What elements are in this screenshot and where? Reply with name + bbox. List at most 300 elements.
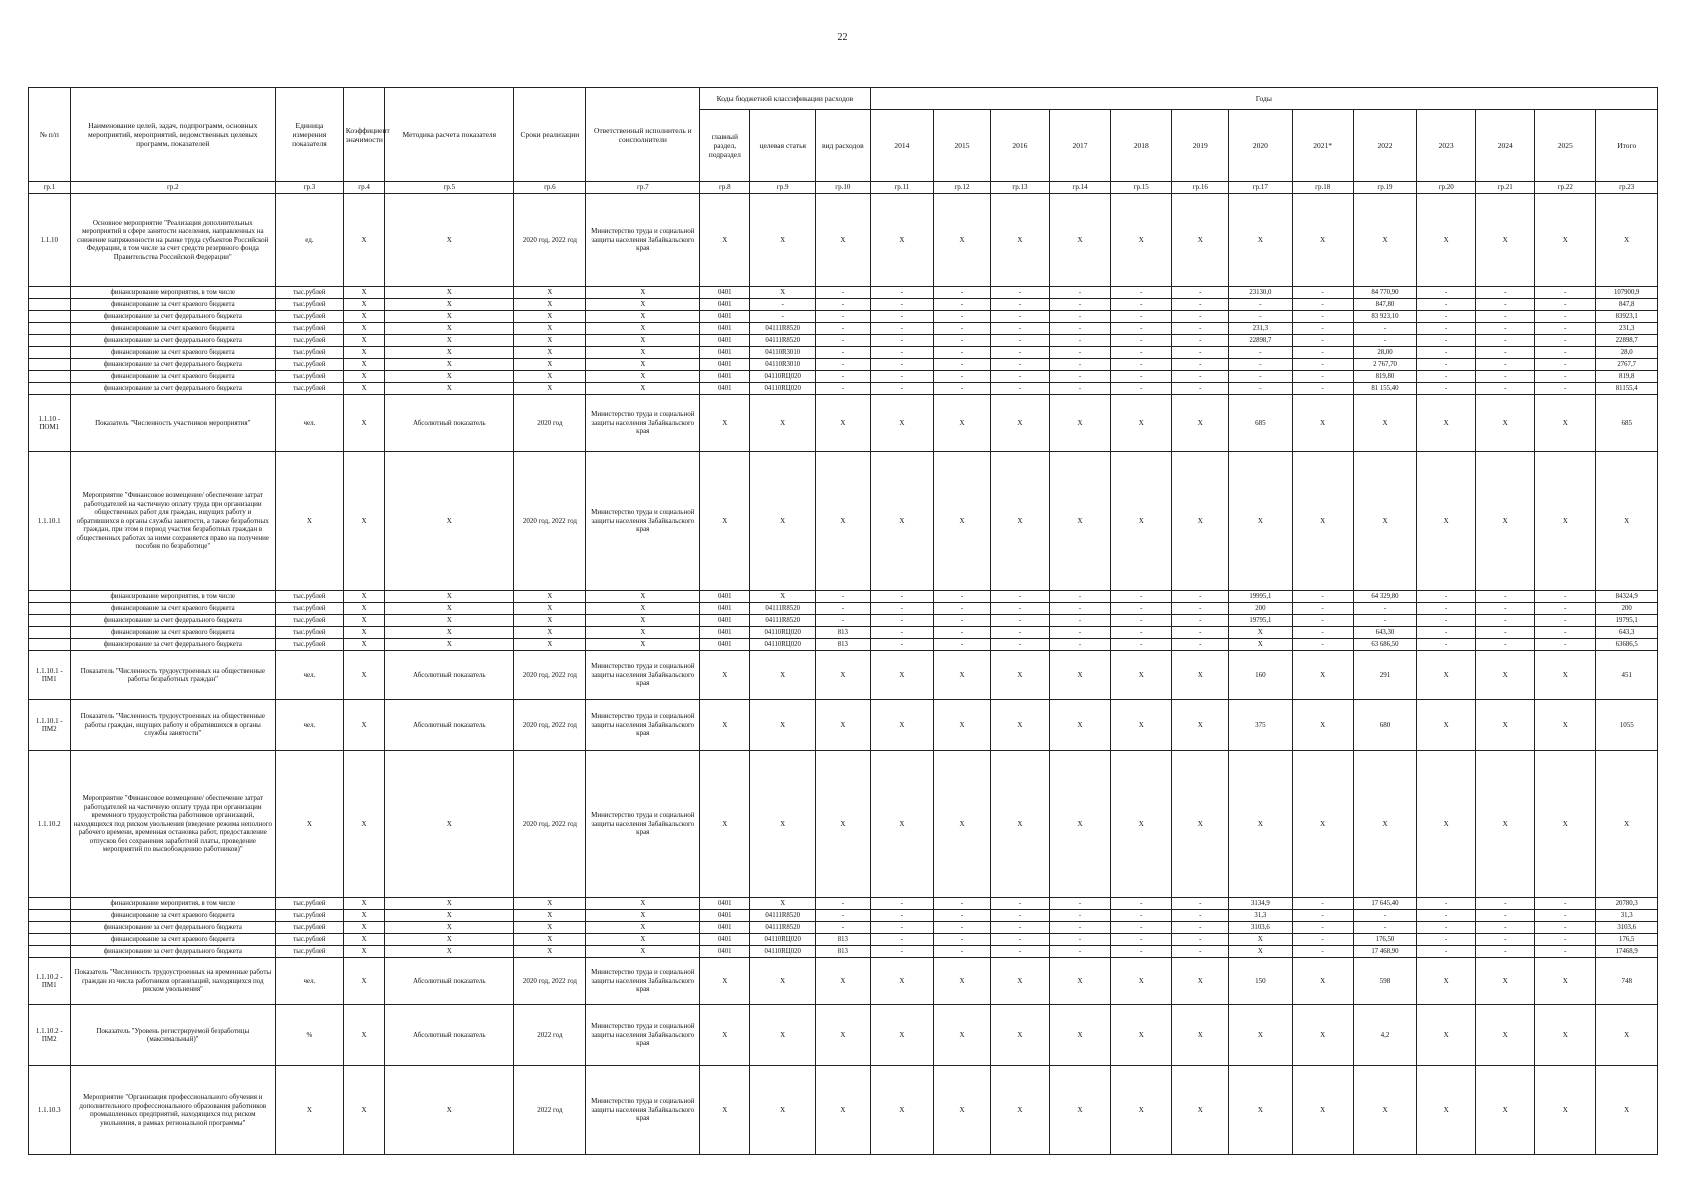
row-cell: тыс.рублей	[276, 299, 344, 311]
row-cell: 17 468,90	[1353, 946, 1416, 958]
row-number	[29, 603, 71, 615]
row-cell: тыс.рублей	[276, 383, 344, 395]
row-cell: -	[990, 946, 1049, 958]
row-cell: 0401	[700, 287, 750, 299]
row-cell: Х	[385, 639, 514, 651]
row-cell: Министерство труда и социальной защиты населения Забайкальского края	[586, 700, 700, 751]
row-cell: -	[1476, 591, 1535, 603]
row-total: 22898,7	[1596, 335, 1658, 347]
row-cell: Министерство труда и социальной защиты населения Забайкальского края	[586, 194, 700, 287]
row-cell: -	[870, 946, 933, 958]
row-total: 17468,9	[1596, 946, 1658, 958]
row-cell: Х	[1353, 452, 1416, 591]
row-cell: -	[934, 359, 991, 371]
row-cell: -	[1111, 603, 1172, 615]
row-cell: 231,3	[1229, 323, 1292, 335]
row-cell: Абсолютный показатель	[385, 651, 514, 700]
row-cell: тыс.рублей	[276, 934, 344, 946]
row-name: финансирование за счет федерального бюджета	[70, 615, 276, 627]
row-cell: -	[816, 615, 871, 627]
row-cell: 2020 год	[514, 395, 586, 452]
row-cell: 598	[1353, 958, 1416, 1005]
column-number: гр.20	[1417, 182, 1476, 194]
row-cell: -	[1476, 299, 1535, 311]
row-cell: -	[870, 934, 933, 946]
header-year: 2019	[1172, 110, 1229, 182]
row-cell: Х	[343, 452, 385, 591]
row-cell: -	[1476, 335, 1535, 347]
row-name: финансирование за счет федерального бюджета	[70, 922, 276, 934]
row-cell: Х	[343, 299, 385, 311]
row-cell: Абсолютный показатель	[385, 395, 514, 452]
row-cell: Х	[700, 395, 750, 452]
row-cell: Х	[1417, 751, 1476, 898]
row-cell: -	[1476, 603, 1535, 615]
row-cell: 63 686,50	[1353, 639, 1416, 651]
row-cell: -	[1476, 922, 1535, 934]
row-cell: 2022 год	[514, 1005, 586, 1066]
row-cell: -	[990, 898, 1049, 910]
row-cell: -	[934, 347, 991, 359]
row-cell: Х	[514, 639, 586, 651]
row-cell: Х	[816, 1005, 871, 1066]
row-cell: 0401	[700, 591, 750, 603]
row-cell: Х	[750, 651, 816, 700]
row-cell: -	[934, 371, 991, 383]
row-cell: Х	[1049, 395, 1110, 452]
row-cell: Х	[700, 1005, 750, 1066]
column-number: гр.12	[934, 182, 991, 194]
row-total: 451	[1596, 651, 1658, 700]
row-cell: Х	[934, 452, 991, 591]
row-number	[29, 371, 71, 383]
row-cell: 813	[816, 627, 871, 639]
column-number: гр.8	[700, 182, 750, 194]
row-cell: 3134,9	[1229, 898, 1292, 910]
row-total: 200	[1596, 603, 1658, 615]
row-cell: -	[1417, 347, 1476, 359]
row-cell: Х	[934, 751, 991, 898]
row-cell: Х	[276, 452, 344, 591]
row-cell: Х	[1111, 751, 1172, 898]
row-cell: -	[1292, 934, 1353, 946]
row-cell: -	[1049, 639, 1110, 651]
row-cell: 0401	[700, 603, 750, 615]
row-cell: Х	[1417, 958, 1476, 1005]
row-cell: -	[934, 639, 991, 651]
row-cell: 04110RЦ020	[750, 639, 816, 651]
row-cell: -	[870, 591, 933, 603]
row-cell: Х	[990, 751, 1049, 898]
row-cell: Х	[514, 922, 586, 934]
row-cell: %	[276, 1005, 344, 1066]
row-cell: Х	[990, 958, 1049, 1005]
row-cell: -	[816, 383, 871, 395]
row-cell: -	[1417, 371, 1476, 383]
row-cell: -	[1292, 359, 1353, 371]
row-name: финансирование за счет краевого бюджета	[70, 371, 276, 383]
row-name: финансирование за счет краевого бюджета	[70, 910, 276, 922]
row-cell: 680	[1353, 700, 1416, 751]
row-cell: -	[1049, 615, 1110, 627]
row-cell: -	[990, 383, 1049, 395]
row-cell: Х	[385, 627, 514, 639]
header-year: 2023	[1417, 110, 1476, 182]
column-number: гр.7	[586, 182, 700, 194]
row-cell: -	[1049, 922, 1110, 934]
row-cell: -	[1417, 359, 1476, 371]
row-cell: -	[816, 323, 871, 335]
header-executor: Ответственный исполнитель и соисполнители	[586, 88, 700, 182]
row-cell: Х	[343, 958, 385, 1005]
row-number	[29, 359, 71, 371]
row-cell: тыс.рублей	[276, 335, 344, 347]
row-cell: Х	[1535, 700, 1596, 751]
row-cell: 0401	[700, 639, 750, 651]
row-cell: 2020 год, 2022 год	[514, 194, 586, 287]
row-cell: Х	[1172, 194, 1229, 287]
row-cell: Х	[1111, 958, 1172, 1005]
column-number: гр.6	[514, 182, 586, 194]
row-cell: 2022 год	[514, 1066, 586, 1155]
row-cell: Х	[586, 639, 700, 651]
row-cell: -	[1476, 347, 1535, 359]
row-cell: Абсолютный показатель	[385, 958, 514, 1005]
header-method: Методика расчета показателя	[385, 88, 514, 182]
row-cell: Х	[343, 194, 385, 287]
row-cell: Х	[1535, 651, 1596, 700]
financing-row	[29, 591, 1658, 603]
header-year: 2024	[1476, 110, 1535, 182]
row-cell: -	[1111, 383, 1172, 395]
row-cell: Х	[343, 910, 385, 922]
header-year: Итого	[1596, 110, 1658, 182]
row-cell: -	[934, 615, 991, 627]
row-cell: тыс.рублей	[276, 359, 344, 371]
header-terms: Сроки реализации	[514, 88, 586, 182]
row-cell: Х	[343, 651, 385, 700]
row-cell: Х	[816, 194, 871, 287]
row-cell: Х	[1111, 194, 1172, 287]
row-cell: -	[1476, 615, 1535, 627]
row-cell: 685	[1229, 395, 1292, 452]
row-cell: Х	[586, 910, 700, 922]
row-cell: -	[1535, 627, 1596, 639]
row-cell: Х	[870, 452, 933, 591]
row-cell: -	[816, 603, 871, 615]
row-cell: Х	[586, 603, 700, 615]
row-cell: Х	[343, 591, 385, 603]
row-cell: Х	[1172, 651, 1229, 700]
row-cell: Х	[750, 1066, 816, 1155]
row-cell: -	[1049, 946, 1110, 958]
column-number: гр.4	[343, 182, 385, 194]
row-cell: -	[816, 311, 871, 323]
row-cell: -	[1417, 627, 1476, 639]
column-number: гр.1	[29, 182, 71, 194]
row-cell: Х	[1111, 452, 1172, 591]
row-cell: Х	[385, 287, 514, 299]
row-total: 28,0	[1596, 347, 1658, 359]
row-name: финансирование за счет федерального бюджета	[70, 359, 276, 371]
row-cell: -	[1476, 311, 1535, 323]
row-cell: Х	[750, 1005, 816, 1066]
row-cell: -	[870, 347, 933, 359]
row-cell: Х	[816, 700, 871, 751]
row-cell: -	[870, 603, 933, 615]
row-cell: -	[1111, 347, 1172, 359]
row-cell: Х	[1229, 934, 1292, 946]
row-cell: 0401	[700, 922, 750, 934]
row-cell: -	[1535, 383, 1596, 395]
row-cell: Х	[1353, 751, 1416, 898]
row-cell: Х	[990, 651, 1049, 700]
row-cell: -	[1172, 299, 1229, 311]
row-cell: Х	[1476, 700, 1535, 751]
row-cell: -	[1111, 934, 1172, 946]
row-cell: -	[1292, 898, 1353, 910]
row-cell: -	[1049, 323, 1110, 335]
row-cell: Х	[514, 347, 586, 359]
row-name: финансирование мероприятия, в том числе	[70, 287, 276, 299]
row-cell: Х	[1292, 958, 1353, 1005]
row-cell: -	[870, 383, 933, 395]
row-cell: -	[1111, 922, 1172, 934]
row-cell: -	[1476, 627, 1535, 639]
row-cell: -	[934, 603, 991, 615]
row-cell: -	[1172, 347, 1229, 359]
row-cell: Х	[1535, 194, 1596, 287]
row-cell: -	[1292, 639, 1353, 651]
row-cell: Х	[1111, 700, 1172, 751]
financing-row	[29, 335, 1658, 347]
row-cell: Х	[870, 700, 933, 751]
row-number: 1.1.10.2 - ПМ2	[29, 1005, 71, 1066]
row-cell: -	[1535, 287, 1596, 299]
row-cell: -	[816, 898, 871, 910]
header-code-section: главный раздел, подраздел	[700, 110, 750, 182]
row-cell: -	[870, 299, 933, 311]
row-cell: 19995,1	[1229, 591, 1292, 603]
row-cell: 0401	[700, 946, 750, 958]
row-cell: Х	[586, 359, 700, 371]
row-cell: Х	[385, 1066, 514, 1155]
row-total: 3103,6	[1596, 922, 1658, 934]
row-cell: -	[1476, 946, 1535, 958]
row-cell: 813	[816, 639, 871, 651]
row-name: финансирование за счет федерального бюджета	[70, 946, 276, 958]
row-cell: 64 329,80	[1353, 591, 1416, 603]
row-cell: -	[1172, 898, 1229, 910]
row-cell: Х	[1229, 452, 1292, 591]
table-body	[29, 194, 1658, 1155]
row-cell: Х	[514, 615, 586, 627]
row-cell: Х	[586, 383, 700, 395]
row-cell: 04110R3010	[750, 359, 816, 371]
header-year: 2014	[870, 110, 933, 182]
row-cell: Х	[385, 751, 514, 898]
row-cell: -	[1476, 359, 1535, 371]
row-name: финансирование за счет краевого бюджета	[70, 627, 276, 639]
column-number: гр.3	[276, 182, 344, 194]
row-cell: -	[934, 922, 991, 934]
row-cell: -	[870, 615, 933, 627]
header-year: 2020	[1229, 110, 1292, 182]
row-cell: Х	[750, 287, 816, 299]
row-cell: -	[1535, 591, 1596, 603]
row-cell: Х	[586, 922, 700, 934]
row-cell: -	[1353, 335, 1416, 347]
row-cell: 81 155,40	[1353, 383, 1416, 395]
row-name: финансирование мероприятия, в том числе	[70, 898, 276, 910]
row-cell: -	[1049, 287, 1110, 299]
row-cell: -	[1172, 335, 1229, 347]
row-cell: -	[1417, 615, 1476, 627]
row-cell: Х	[586, 371, 700, 383]
row-cell: Х	[343, 359, 385, 371]
row-cell: Х	[343, 751, 385, 898]
row-cell: Министерство труда и социальной защиты населения Забайкальского края	[586, 395, 700, 452]
row-cell: Х	[385, 615, 514, 627]
row-cell: Х	[934, 395, 991, 452]
row-cell: Х	[1535, 452, 1596, 591]
row-name: финансирование за счет федерального бюджета	[70, 383, 276, 395]
row-cell: -	[990, 922, 1049, 934]
row-cell: 17 645,40	[1353, 898, 1416, 910]
row-cell: -	[1417, 299, 1476, 311]
row-cell: -	[934, 910, 991, 922]
row-cell: Х	[343, 922, 385, 934]
column-number: гр.21	[1476, 182, 1535, 194]
row-cell: Х	[1292, 1066, 1353, 1155]
row-cell: 0401	[700, 371, 750, 383]
row-cell: -	[1292, 299, 1353, 311]
row-number	[29, 639, 71, 651]
row-cell: Х	[1111, 1066, 1172, 1155]
row-total: 83923,1	[1596, 311, 1658, 323]
row-cell: -	[1172, 910, 1229, 922]
row-number: 1.1.10 - ПОМ1	[29, 395, 71, 452]
row-cell: Х	[1172, 1005, 1229, 1066]
row-total: 20780,3	[1596, 898, 1658, 910]
row-cell: Х	[1535, 1066, 1596, 1155]
row-cell: -	[870, 922, 933, 934]
header-year: 2022	[1353, 110, 1416, 182]
row-cell: -	[1535, 347, 1596, 359]
row-total: Х	[1596, 1005, 1658, 1066]
header-year: 2015	[934, 110, 991, 182]
row-cell: Х	[750, 898, 816, 910]
row-name: Мероприятие "Организация профессионального обучения и дополнительного профессионального образования работников промышленных предприятий, находящихся под риском увольнения, в рамках региональной программы"	[70, 1066, 276, 1155]
row-cell: 150	[1229, 958, 1292, 1005]
row-cell: Х	[750, 452, 816, 591]
financing-row	[29, 323, 1658, 335]
row-cell: -	[1111, 627, 1172, 639]
row-cell: Х	[586, 615, 700, 627]
row-cell: -	[1172, 287, 1229, 299]
row-cell: -	[870, 359, 933, 371]
row-cell: -	[1417, 922, 1476, 934]
row-cell: Х	[586, 898, 700, 910]
row-name: финансирование за счет федерального бюджета	[70, 639, 276, 651]
row-cell: Х	[1353, 194, 1416, 287]
column-number: гр.14	[1049, 182, 1110, 194]
row-cell: Х	[1049, 1066, 1110, 1155]
row-cell: -	[1172, 627, 1229, 639]
row-cell: Х	[1535, 395, 1596, 452]
row-cell: Х	[343, 371, 385, 383]
column-number: гр.16	[1172, 182, 1229, 194]
row-cell: Х	[343, 639, 385, 651]
row-cell: Х	[343, 946, 385, 958]
row-cell: Х	[1292, 700, 1353, 751]
financing-row	[29, 946, 1658, 958]
row-cell: Х	[870, 958, 933, 1005]
row-cell: Х	[586, 299, 700, 311]
row-cell: Х	[990, 452, 1049, 591]
row-cell: -	[1229, 359, 1292, 371]
row-cell: -	[1292, 371, 1353, 383]
row-cell: -	[934, 383, 991, 395]
row-cell: Х	[816, 452, 871, 591]
row-cell: -	[1111, 591, 1172, 603]
row-cell: -	[1049, 898, 1110, 910]
row-cell: Х	[343, 287, 385, 299]
row-cell: тыс.рублей	[276, 639, 344, 651]
row-cell: 19795,1	[1229, 615, 1292, 627]
row-cell: тыс.рублей	[276, 323, 344, 335]
row-number	[29, 946, 71, 958]
row-cell: Х	[1476, 194, 1535, 287]
row-cell: Х	[700, 1066, 750, 1155]
row-cell: Х	[514, 311, 586, 323]
header-year: 2016	[990, 110, 1049, 182]
row-cell: -	[870, 287, 933, 299]
row-cell: -	[990, 311, 1049, 323]
row-cell: -	[816, 335, 871, 347]
row-cell: 847,80	[1353, 299, 1416, 311]
row-total: 107900,9	[1596, 287, 1658, 299]
row-cell: 0401	[700, 910, 750, 922]
row-cell: -	[1049, 335, 1110, 347]
row-cell: -	[1111, 323, 1172, 335]
row-cell: -	[934, 335, 991, 347]
row-cell: -	[1292, 922, 1353, 934]
column-number: гр.9	[750, 182, 816, 194]
row-cell: -	[1417, 335, 1476, 347]
row-cell: -	[990, 347, 1049, 359]
row-number	[29, 383, 71, 395]
row-total: 1055	[1596, 700, 1658, 751]
row-cell: Х	[990, 1005, 1049, 1066]
row-cell: Х	[990, 194, 1049, 287]
row-cell: Х	[990, 700, 1049, 751]
row-cell: Х	[1111, 651, 1172, 700]
row-cell: 643,30	[1353, 627, 1416, 639]
row-cell: Х	[1353, 1066, 1416, 1155]
row-cell: -	[1172, 359, 1229, 371]
row-cell: -	[1417, 383, 1476, 395]
row-cell: Х	[816, 395, 871, 452]
financing-row	[29, 922, 1658, 934]
row-cell: Х	[385, 194, 514, 287]
row-cell: -	[990, 371, 1049, 383]
row-cell: Х	[1292, 194, 1353, 287]
row-cell: Х	[514, 898, 586, 910]
header-name: Наименование целей, задач, подпрограмм, основных мероприятий, мероприятий, ведомственных целевых программ, показателей	[70, 88, 276, 182]
row-cell: -	[1535, 615, 1596, 627]
header-coefficient: Коэффициент значимости	[343, 88, 385, 182]
